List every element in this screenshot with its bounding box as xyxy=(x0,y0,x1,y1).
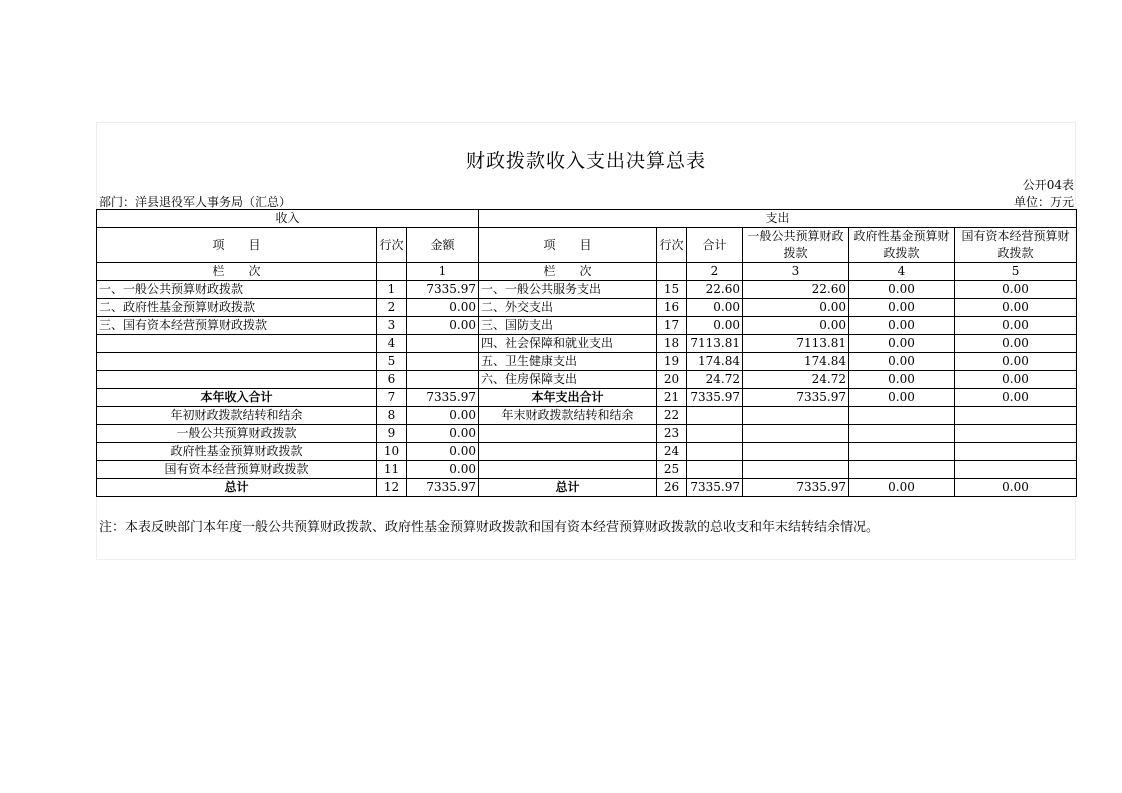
state-capital-amount: 0.00 xyxy=(955,371,1077,389)
gov-fund-amount: 0.00 xyxy=(849,335,955,353)
expense-item: 六、住房保障支出 xyxy=(479,371,657,389)
table-row xyxy=(97,353,1077,371)
unit-label: 单位：万元 xyxy=(1013,195,1074,209)
col-number-3: 3 xyxy=(743,263,849,281)
expense-row-number: 19 xyxy=(657,353,687,371)
expense-total xyxy=(687,461,743,479)
general-budget-amount: 22.60 xyxy=(743,281,849,299)
income-amount: 0.00 xyxy=(407,443,479,461)
table-row xyxy=(97,281,1077,299)
col-number-2: 2 xyxy=(687,263,743,281)
footnote: 注：本表反映部门本年度一般公共预算财政拨款、政府性基金预算财政拨款和国有资本经营预算财政拨款的总收支和年末结转结余情况。 xyxy=(99,520,880,535)
general-budget-amount: 7113.81 xyxy=(743,335,849,353)
expense-row-number: 15 xyxy=(657,281,687,299)
income-item: 本年收入合计 xyxy=(97,389,377,407)
income-item xyxy=(97,335,377,353)
expense-total: 7335.97 xyxy=(687,479,743,497)
gov-fund-amount: 0.00 xyxy=(849,299,955,317)
income-row-number: 8 xyxy=(377,407,407,425)
gov-fund-amount: 0.00 xyxy=(849,479,955,497)
general-budget-amount xyxy=(743,425,849,443)
expense-row-number: 24 xyxy=(657,443,687,461)
table-row xyxy=(97,371,1077,389)
col-number-5: 5 xyxy=(955,263,1077,281)
expense-row-number: 25 xyxy=(657,461,687,479)
income-amount: 7335.97 xyxy=(407,479,479,497)
col-number-1: 1 xyxy=(407,263,479,281)
income-item xyxy=(97,371,377,389)
general-budget-header: 一般公共预算财政拨款 xyxy=(743,228,849,263)
state-capital-amount xyxy=(955,461,1077,479)
general-budget-amount xyxy=(743,461,849,479)
department-label: 部门：洋县退役军人事务局（汇总） xyxy=(99,195,292,209)
income-row-number: 6 xyxy=(377,371,407,389)
income-row-number: 4 xyxy=(377,335,407,353)
expense-total: 174.84 xyxy=(687,353,743,371)
general-budget-amount xyxy=(743,407,849,425)
expense-row-number: 22 xyxy=(657,407,687,425)
general-budget-amount xyxy=(743,443,849,461)
expense-total xyxy=(687,407,743,425)
expense-row-number: 18 xyxy=(657,335,687,353)
income-amount: 7335.97 xyxy=(407,281,479,299)
expense-total: 7335.97 xyxy=(687,389,743,407)
income-amount: 0.00 xyxy=(407,425,479,443)
expense-row-number: 23 xyxy=(657,425,687,443)
general-budget-amount: 174.84 xyxy=(743,353,849,371)
state-capital-amount: 0.00 xyxy=(955,281,1077,299)
income-row-number: 2 xyxy=(377,299,407,317)
expense-item xyxy=(479,425,657,443)
gov-fund-amount: 0.00 xyxy=(849,353,955,371)
expense-total: 0.00 xyxy=(687,299,743,317)
expense-item: 一、一般公共服务支出 xyxy=(479,281,657,299)
column-label-expense: 栏 次 xyxy=(479,263,657,281)
state-capital-amount: 0.00 xyxy=(955,317,1077,335)
table-row xyxy=(97,425,1077,443)
general-budget-amount: 0.00 xyxy=(743,317,849,335)
income-item: 国有资本经营预算财政拨款 xyxy=(97,461,377,479)
expense-item: 三、国防支出 xyxy=(479,317,657,335)
income-amount xyxy=(407,353,479,371)
income-row-number: 7 xyxy=(377,389,407,407)
income-item: 三、国有资本经营预算财政拨款 xyxy=(97,317,377,335)
income-amount xyxy=(407,371,479,389)
gov-fund-amount: 0.00 xyxy=(849,317,955,335)
income-amount: 0.00 xyxy=(407,299,479,317)
table-row xyxy=(97,443,1077,461)
expense-row-number: 17 xyxy=(657,317,687,335)
state-capital-amount: 0.00 xyxy=(955,335,1077,353)
page-title: 财政拨款收入支出决算总表 xyxy=(465,150,706,172)
table-row xyxy=(97,461,1077,479)
expense-total: 7113.81 xyxy=(687,335,743,353)
expense-total: 22.60 xyxy=(687,281,743,299)
expense-total: 24.72 xyxy=(687,371,743,389)
income-item: 一般公共预算财政拨款 xyxy=(97,425,377,443)
state-capital-amount: 0.00 xyxy=(955,353,1077,371)
expense-item-header: 项 目 xyxy=(479,228,657,263)
income-item: 一、一般公共预算财政拨款 xyxy=(97,281,377,299)
state-capital-amount: 0.00 xyxy=(955,479,1077,497)
income-amount xyxy=(407,335,479,353)
gov-fund-amount: 0.00 xyxy=(849,389,955,407)
general-budget-amount: 24.72 xyxy=(743,371,849,389)
income-row-number: 5 xyxy=(377,353,407,371)
table-row xyxy=(97,299,1077,317)
col-number-4: 4 xyxy=(849,263,955,281)
expense-row-number: 20 xyxy=(657,371,687,389)
income-rowno-header: 行次 xyxy=(377,228,407,263)
income-row-number: 11 xyxy=(377,461,407,479)
table-row xyxy=(97,335,1077,353)
income-item: 年初财政拨款结转和结余 xyxy=(97,407,377,425)
income-amount: 0.00 xyxy=(407,407,479,425)
expense-item xyxy=(479,461,657,479)
expense-header: 支出 xyxy=(479,210,1077,228)
gov-fund-amount xyxy=(849,443,955,461)
expense-rowno-header: 行次 xyxy=(657,228,687,263)
expense-item: 本年支出合计 xyxy=(479,389,657,407)
expense-row-number: 26 xyxy=(657,479,687,497)
table-row xyxy=(97,317,1077,335)
state-capital-amount xyxy=(955,425,1077,443)
state-capital-header: 国有资本经营预算财政拨款 xyxy=(955,228,1077,263)
table-row xyxy=(97,389,1077,407)
expense-item: 二、外交支出 xyxy=(479,299,657,317)
expense-item: 年末财政拨款结转和结余 xyxy=(479,407,657,425)
income-amount: 0.00 xyxy=(407,461,479,479)
expense-row-number: 21 xyxy=(657,389,687,407)
expense-total: 0.00 xyxy=(687,317,743,335)
income-item: 政府性基金预算财政拨款 xyxy=(97,443,377,461)
income-header: 收入 xyxy=(97,210,479,228)
income-item: 总计 xyxy=(97,479,377,497)
income-row-number: 9 xyxy=(377,425,407,443)
expense-item: 四、社会保障和就业支出 xyxy=(479,335,657,353)
column-label-income: 栏 次 xyxy=(97,263,377,281)
expense-item: 五、卫生健康支出 xyxy=(479,353,657,371)
income-row-number: 3 xyxy=(377,317,407,335)
general-budget-amount: 0.00 xyxy=(743,299,849,317)
expense-item: 总计 xyxy=(479,479,657,497)
expense-total xyxy=(687,425,743,443)
general-budget-amount: 7335.97 xyxy=(743,479,849,497)
total-header: 合计 xyxy=(687,228,743,263)
income-amount: 7335.97 xyxy=(407,389,479,407)
expense-row-number: 16 xyxy=(657,299,687,317)
income-row-number: 10 xyxy=(377,443,407,461)
form-code: 公开04表 xyxy=(1022,178,1074,192)
income-amount-header: 金额 xyxy=(407,228,479,263)
state-capital-amount xyxy=(955,443,1077,461)
gov-fund-amount: 0.00 xyxy=(849,371,955,389)
table-row xyxy=(97,407,1077,425)
state-capital-amount: 0.00 xyxy=(955,389,1077,407)
gov-fund-amount xyxy=(849,461,955,479)
gov-fund-header: 政府性基金预算财政拨款 xyxy=(849,228,955,263)
gov-fund-amount: 0.00 xyxy=(849,281,955,299)
expense-total xyxy=(687,443,743,461)
gov-fund-amount xyxy=(849,425,955,443)
income-item xyxy=(97,353,377,371)
table-row xyxy=(97,479,1077,497)
income-row-number: 12 xyxy=(377,479,407,497)
income-amount: 0.00 xyxy=(407,317,479,335)
state-capital-amount: 0.00 xyxy=(955,299,1077,317)
state-capital-amount xyxy=(955,407,1077,425)
expense-item xyxy=(479,443,657,461)
general-budget-amount: 7335.97 xyxy=(743,389,849,407)
gov-fund-amount xyxy=(849,407,955,425)
budget-table xyxy=(96,209,1077,497)
income-row-number: 1 xyxy=(377,281,407,299)
income-item: 二、政府性基金预算财政拨款 xyxy=(97,299,377,317)
income-item-header: 项 目 xyxy=(97,228,377,263)
